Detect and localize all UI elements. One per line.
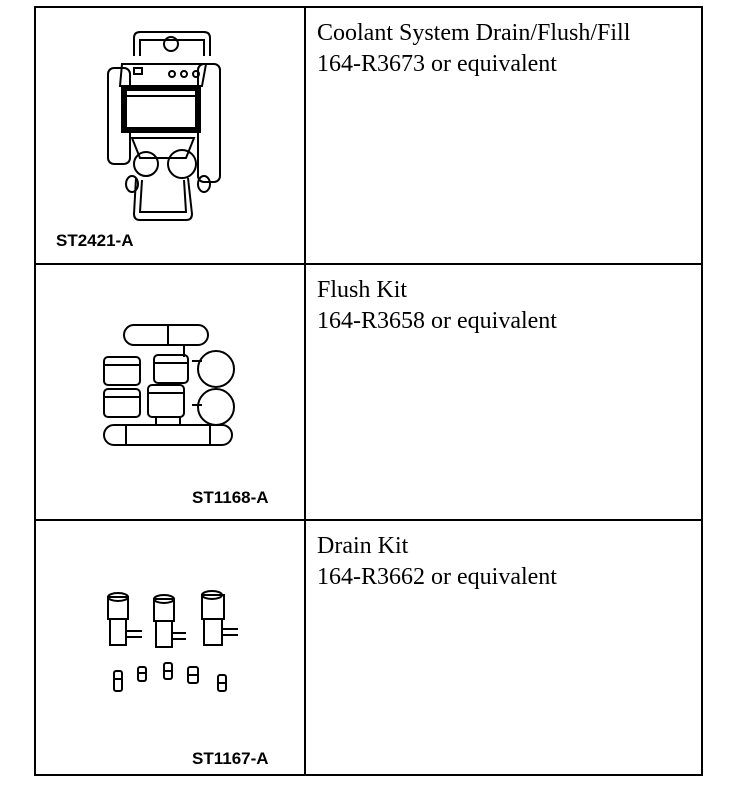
- tool-row-drain-kit: [36, 521, 701, 774]
- coolant-service-machine-icon: [36, 8, 304, 263]
- illustration-cell: [36, 265, 306, 519]
- tool-name: Flush Kit: [317, 277, 408, 303]
- flush-kit-fittings-icon: [36, 265, 304, 519]
- tool-part-number: 164-R3662 or equivalent: [317, 564, 557, 590]
- illustration-cell: [36, 521, 306, 774]
- tool-name: Drain Kit: [317, 533, 409, 559]
- illustration-cell: [36, 8, 306, 263]
- tool-description: [317, 18, 630, 80]
- tool-part-number: 164-R3673 or equivalent: [317, 51, 557, 77]
- tool-part-number: 164-R3658 or equivalent: [317, 308, 557, 334]
- drain-kit-fittings-icon: [36, 521, 304, 774]
- special-tools-table: [34, 6, 703, 776]
- illustration-code: ST2421-A: [56, 231, 134, 250]
- tool-description: [317, 531, 557, 593]
- tool-row-flush-kit: [36, 265, 701, 521]
- tool-row-coolant-system: [36, 8, 701, 265]
- illustration-code: ST1168-A: [192, 488, 269, 507]
- tool-description: [317, 275, 557, 337]
- tool-name: Coolant System Drain/Flush/Fill: [317, 20, 631, 46]
- illustration-code: ST1167-A: [192, 749, 269, 768]
